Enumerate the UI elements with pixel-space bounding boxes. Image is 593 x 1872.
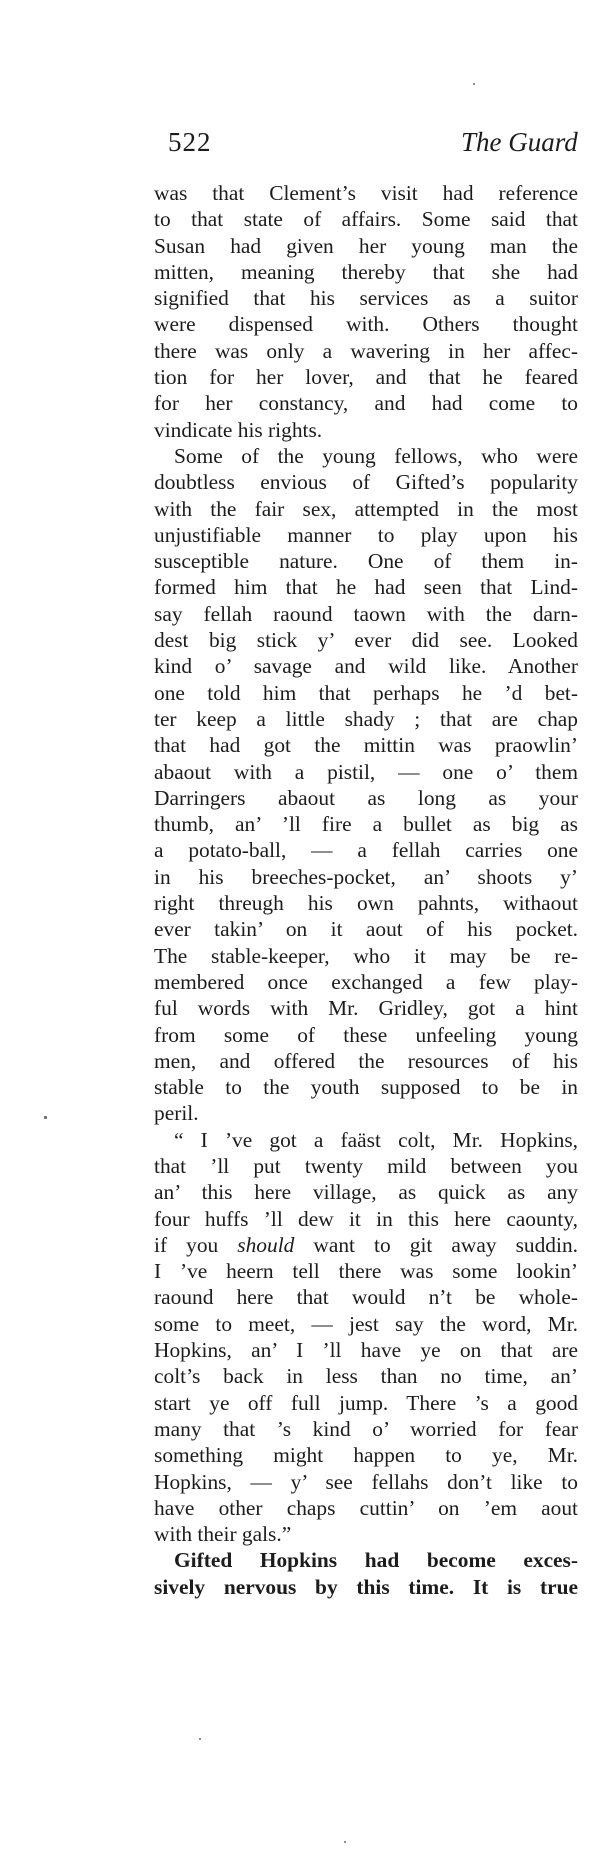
- paper-speck: [44, 1116, 47, 1119]
- running-head: [168, 127, 593, 161]
- page-number: 522: [168, 127, 212, 157]
- text-line: colt’s back in less than no time, an’: [154, 1364, 578, 1389]
- text-line: say fellah raound taown with the darn-: [154, 601, 578, 626]
- text-line: raound here that would n’t be whole-: [154, 1285, 578, 1310]
- text-line: mitten, meaning thereby that she had: [154, 259, 578, 284]
- text-line: Darringers abaout as long as your: [154, 785, 578, 810]
- body-text: [154, 180, 578, 1600]
- text-line: some to meet, — jest say the word, Mr.: [154, 1311, 578, 1336]
- text-run: if you: [154, 1232, 238, 1257]
- text-line: signified that his services as a suitor: [154, 286, 578, 311]
- text-line: doubtless envious of Gifted’s popularity: [154, 470, 578, 495]
- text-line: I ’ve heern tell there was some lookin’: [154, 1259, 578, 1284]
- text-line: “ I ’ve got a faäst colt, Mr. Hopkins,: [174, 1127, 578, 1152]
- text-line: that had got the mittin was praowlin’: [154, 733, 578, 758]
- text-line: ever takin’ on it aout of his pocket.: [154, 917, 578, 942]
- text-line: something might happen to ye, Mr.: [154, 1443, 578, 1468]
- text-line: tion for her lover, and that he feared: [154, 365, 578, 390]
- text-line: peril.: [154, 1101, 199, 1126]
- text-line: sively nervous by this time. It is true: [154, 1574, 578, 1599]
- text-line: four huffs ’ll dew it in this here caounty,: [154, 1206, 578, 1231]
- text-line: men, and offered the resources of his: [154, 1048, 578, 1073]
- text-line: Susan had given her young man the: [154, 233, 578, 258]
- text-line: abaout with a pistil, — one o’ them: [154, 759, 578, 784]
- text-line: unjustifiable manner to play upon his: [154, 522, 578, 547]
- running-title: The Guard: [461, 127, 578, 157]
- text-line: for her constancy, and had come to: [154, 391, 578, 416]
- text-line: Gifted Hopkins had become exces-: [174, 1548, 578, 1573]
- text-line: dest big stick y’ ever did see. Looked: [154, 628, 578, 653]
- text-line: an’ this here village, as quick as any: [154, 1180, 578, 1205]
- text-run: want to git away suddin.: [294, 1232, 578, 1257]
- paper-speck: [344, 1841, 346, 1843]
- text-line: right threugh his own pahnts, withaout: [154, 891, 578, 916]
- text-line: thumb, an’ ’ll fire a bullet as big as: [154, 812, 578, 837]
- text-line: there was only a wavering in her affec-: [154, 338, 578, 363]
- text-line: [154, 1232, 578, 1258]
- text-line: membered once exchanged a few play-: [154, 969, 578, 994]
- text-line: stable to the youth supposed to be in: [154, 1075, 578, 1100]
- text-line: was that Clement’s visit had reference: [154, 181, 578, 205]
- text-line: susceptible nature. One of them in-: [154, 549, 578, 574]
- text-line: have other chaps cuttin’ on ’em aout: [154, 1495, 578, 1520]
- text-line: were dispensed with. Others thought: [154, 312, 578, 337]
- text-line: kind o’ savage and wild like. Another: [154, 654, 578, 679]
- text-line: in his breeches-pocket, an’ shoots y’: [154, 864, 578, 889]
- italic-emphasis: should: [237, 1232, 295, 1257]
- text-line: Hopkins, — y’ see fellahs don’t like to: [154, 1469, 578, 1494]
- paper-speck: [199, 1738, 201, 1740]
- text-line: Hopkins, an’ I ’ll have ye on that are: [154, 1338, 578, 1363]
- text-line: to that state of affairs. Some said that: [154, 207, 578, 232]
- text-line: that ’ll put twenty mild between you: [154, 1153, 578, 1178]
- text-line: with their gals.”: [154, 1522, 292, 1547]
- text-line: from some of these unfeeling young: [154, 1022, 578, 1047]
- text-line: The stable-keeper, who it may be re-: [154, 943, 578, 968]
- text-line: formed him that he had seen that Lind-: [154, 575, 578, 600]
- text-line: with the fair sex, attempted in the most: [154, 496, 578, 521]
- text-line: a potato-ball, — a fellah carries one: [154, 838, 578, 863]
- text-line: vindicate his rights.: [154, 417, 323, 442]
- text-line: many that ’s kind o’ worried for fear: [154, 1416, 578, 1441]
- text-line: ter keep a little shady ; that are chap: [154, 706, 578, 731]
- text-line: start ye off full jump. There ’s a good: [154, 1390, 578, 1415]
- text-line: one told him that perhaps he ’d bet-: [154, 680, 578, 705]
- text-line: Some of the young fellows, who were: [174, 443, 578, 468]
- paper-speck: [473, 83, 475, 85]
- text-line: ful words with Mr. Gridley, got a hint: [154, 996, 578, 1021]
